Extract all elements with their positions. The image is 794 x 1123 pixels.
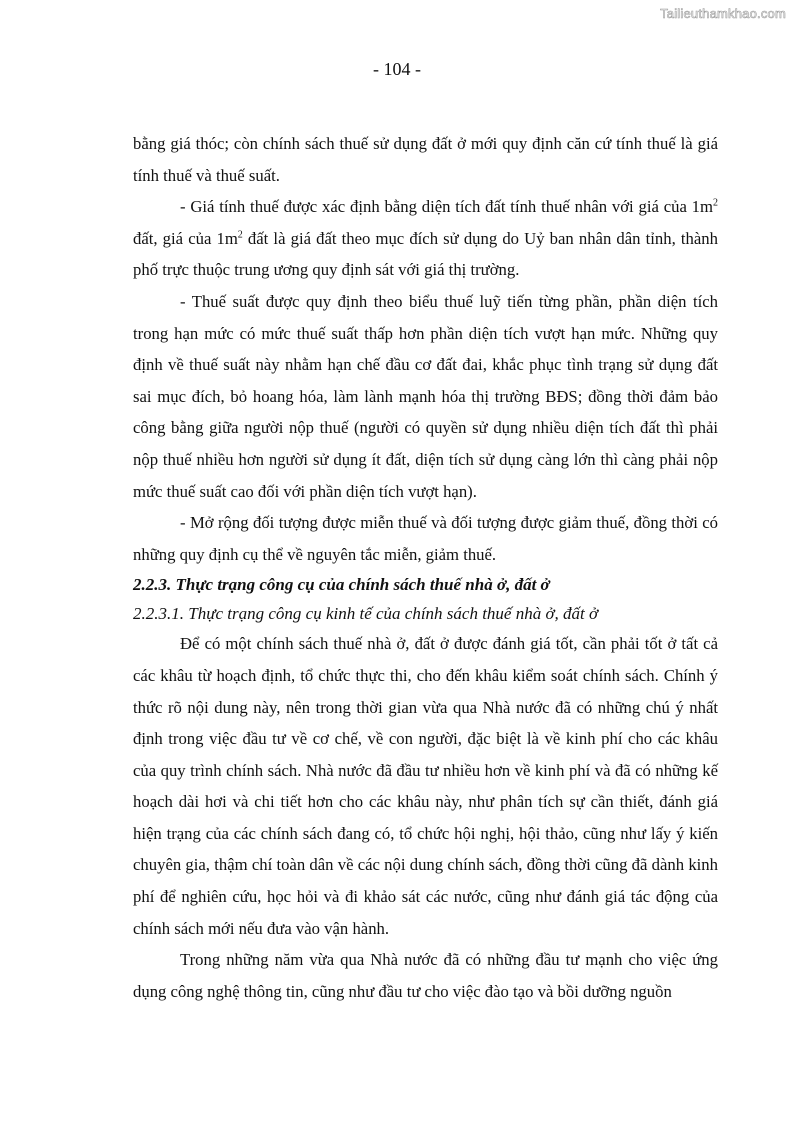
superscript: 2: [237, 229, 243, 241]
watermark: Tailieuthamkhao.com: [660, 6, 786, 21]
paragraph-tax-price: [133, 191, 718, 286]
superscript: 2: [713, 197, 718, 209]
text-segment: - Giá tính thuế được xác định bằng diện tích đất tính thuế nhân với giá của 1m: [180, 197, 713, 217]
paragraph-economic-tools: Để có một chính sách thuế nhà ở, đất ở được đánh giá tốt, cần phải tốt ở tất cả các khâu từ hoạch định, tổ chức thực thi, cho đến khâu kiểm soát chính sách. Chính ý thức rõ nội dung này, nên trong thời gian vừa qua Nhà nước đã có những chú ý nhất định trong việc đầu tư về cơ chế, về con người, đặc biệt là về kinh phí cho các khâu của quy trình chính sách. Nhà nước đã đầu tư nhiều hơn về kinh phí và đã có những kế hoạch dài hơi và chi tiết hơn cho các khâu này, như phân tích sự cần thiết, đánh giá hiện trạng của các chính sách đang có, tổ chức hội nghị, hội thảo, cũng như lấy ý kiến chuyên gia, thậm chí toàn dân về các nội dung chính sách, đồng thời cũng đã dành kinh phí để nghiên cứu, học hỏi và đi khảo sát các nước, cũng như đánh giá tác động của chính sách mới nếu đưa vào vận hành.: [133, 634, 718, 938]
page-number: - 104 -: [373, 59, 421, 79]
paragraph-tax-rate: - Thuế suất được quy định theo biểu thuế luỹ tiến từng phần, phần diện tích trong hạn mức có mức thuế suất thấp hơn phần diện tích vượt hạn mức. Những quy định về thuế suất này nhằm hạn chế đầu cơ đất đai, khắc phục tình trạng sử dụng đất sai mục đích, bỏ hoang hóa, làm lành mạnh hóa thị trường BĐS; đồng thời đảm bảo công bằng giữa người nộp thuế (người có quyền sử dụng nhiều diện tích đất thì phải nộp thuế nhiều hơn người sử dụng ít đất, diện tích sử dụng càng lớn thì càng phải nộp mức thuế suất cao đối với phần diện tích vượt hạn).: [133, 291, 718, 501]
document-body: [133, 128, 718, 1007]
paragraph-it-investment: Trong những năm vừa qua Nhà nước đã có những đầu tư mạnh cho việc ứng dụng công nghệ thông tin, cũng như đầu tư cho việc đào tạo và bồi dưỡng nguồn: [133, 950, 718, 1001]
paragraph-exemption: - Mở rộng đối tượng được miễn thuế và đối tượng được giảm thuế, đồng thời có những quy định cụ thể về nguyên tắc miễn, giảm thuế.: [133, 513, 718, 564]
section-heading-2-2-3-1: 2.2.3.1. Thực trạng công cụ kinh tế của chính sách thuế nhà ở, đất ở: [133, 604, 599, 624]
section-heading-2-2-3: 2.2.3. Thực trạng công cụ của chính sách thuế nhà ở, đất ở: [133, 575, 550, 595]
paragraph-tax-basis: bằng giá thóc; còn chính sách thuế sử dụng đất ở mới quy định căn cứ tính thuế là giá tính thuế và thuế suất.: [133, 134, 718, 185]
text-segment: đất, giá của 1m: [133, 228, 238, 248]
text-segment: đất là giá đất theo mục đích sử dụng do Uỷ ban nhân dân tỉnh, thành phố trực thuộc trung ương quy định sát với giá thị trường.: [133, 228, 718, 280]
